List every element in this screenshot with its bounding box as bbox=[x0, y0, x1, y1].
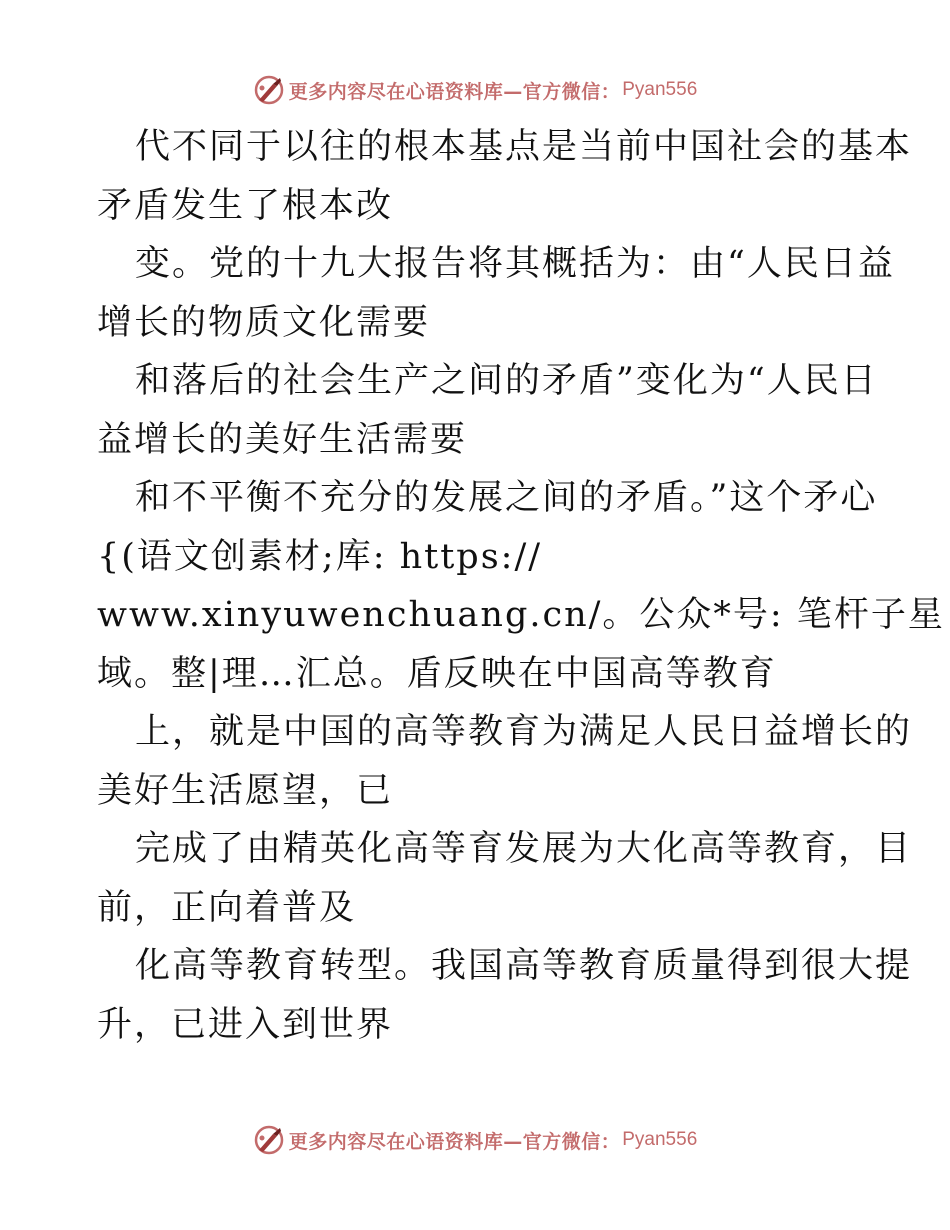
text-line: 代不同于以往的根本基点是当前中国社会的基本 bbox=[135, 127, 913, 167]
footer-banner bbox=[0, 1120, 950, 1160]
text-line: 变。党的十九大报告将其概括为：由“人民日益 bbox=[135, 244, 895, 284]
text-line: 域。整|理…汇总。盾反映在中国高等教育 bbox=[97, 653, 777, 694]
text-line: 完成了由精英化高等育发展为大化高等教育，目 bbox=[135, 829, 913, 869]
text-line: {(语文创素材;库: https:// bbox=[97, 536, 543, 577]
text-line: www.xinyuwenchuang.cn/。公众*号: 笔杆子星 bbox=[97, 595, 945, 635]
text-line: 矛盾发生了根本改 bbox=[97, 185, 394, 226]
text-line: 和不平衡不充分的发展之间的矛盾。”这个矛心 bbox=[135, 478, 878, 518]
text-line: 增长的物质文化需要 bbox=[97, 302, 431, 343]
header-banner bbox=[0, 70, 950, 110]
footer-contact: Pyan556 bbox=[622, 1129, 698, 1150]
header-banner-text: 更多内容尽在心语资料库—官方微信： bbox=[288, 80, 621, 103]
text-line: 前，正向着普及 bbox=[97, 887, 357, 928]
brush-logo-icon bbox=[253, 1124, 285, 1156]
text-line: 上，就是中国的高等教育为满足人民日益增长的 bbox=[135, 712, 913, 752]
text-line: 和落后的社会生产之间的矛盾”变化为“人民日 bbox=[135, 361, 878, 401]
brush-logo-icon bbox=[253, 74, 285, 106]
footer-banner-text: 更多内容尽在心语资料库—官方微信： bbox=[288, 1130, 621, 1153]
document-body bbox=[97, 118, 945, 1054]
text-line: 美好生活愿望，已 bbox=[97, 770, 394, 811]
header-contact: Pyan556 bbox=[622, 79, 698, 100]
text-line: 化高等教育转型。我国高等教育质量得到很大提 bbox=[135, 946, 913, 986]
text-line: 升，已进入到世界 bbox=[97, 1004, 394, 1045]
text-line: 益增长的美好生活需要 bbox=[97, 419, 468, 460]
